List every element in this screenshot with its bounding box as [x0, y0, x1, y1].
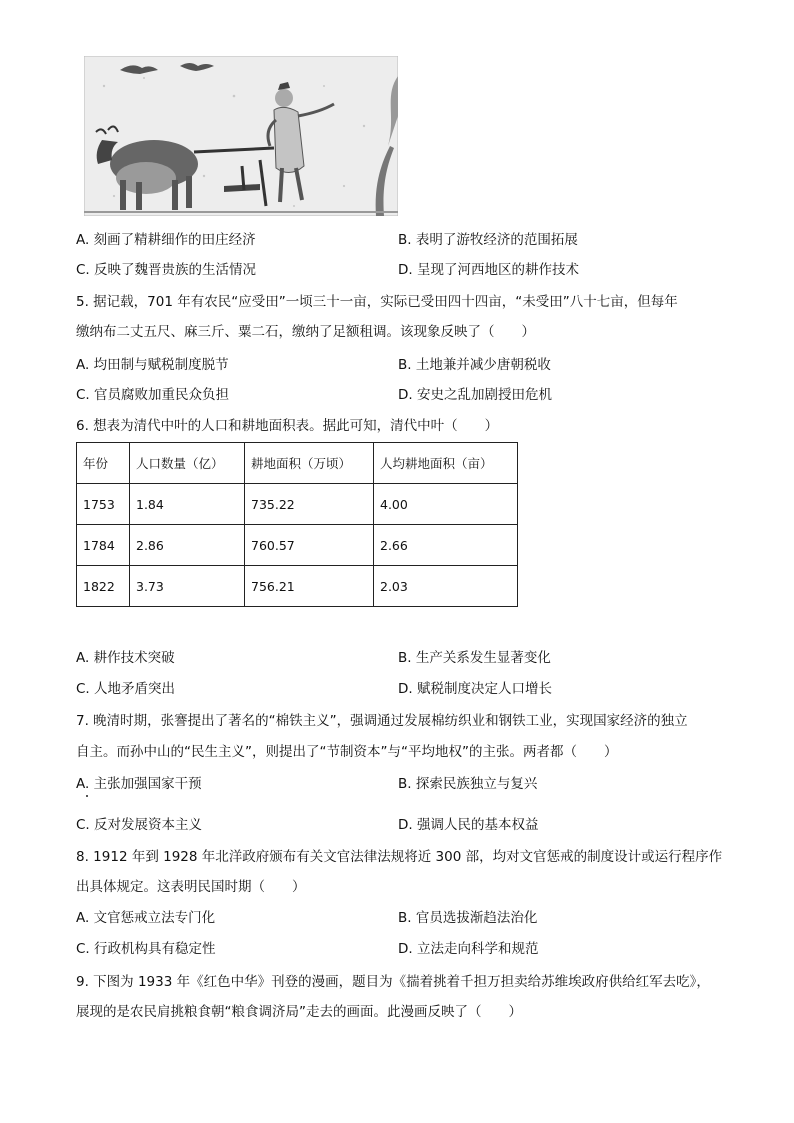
- ox-plough-mural-image: [84, 56, 398, 216]
- table-row: [77, 484, 518, 525]
- q6-option-a[interactable]: A. 耕作技术突破: [76, 650, 175, 666]
- q6-option-b[interactable]: B. 生产关系发生显著变化: [398, 650, 551, 666]
- q7-option-c[interactable]: C. 反对发展资本主义: [76, 817, 203, 833]
- q6-option-c[interactable]: C. 人地矛盾突出: [76, 681, 176, 697]
- q4-option-a[interactable]: A. 刻画了精耕细作的田庄经济: [76, 232, 256, 248]
- table-cell: 760.57: [245, 525, 374, 566]
- q5-option-a[interactable]: A. 均田制与赋税制度脱节: [76, 357, 229, 373]
- q8-option-d[interactable]: D. 立法走向科学和规范: [398, 941, 539, 957]
- table-cell: 1822: [77, 566, 130, 607]
- table-row: [77, 566, 518, 607]
- table-cell: 735.22: [245, 484, 374, 525]
- q6-stem: 6. 想表为清代中叶的人口和耕地面积表。据此可知，清代中叶（ ）: [76, 418, 499, 434]
- q5-option-b[interactable]: B. 土地兼并减少唐朝税收: [398, 357, 551, 373]
- table-row: [77, 525, 518, 566]
- table-cell: 3.73: [130, 566, 245, 607]
- q5-option-d[interactable]: D. 安史之乱加剧授田危机: [398, 387, 552, 403]
- q5-stem-line1: 5. 据记载，701 年有农民“应受田”一顷三十一亩，实际已受田四十四亩，“未受田”八十七亩，但每年: [76, 294, 678, 310]
- q4-option-d[interactable]: D. 呈现了河西地区的耕作技术: [398, 262, 579, 278]
- q8-option-a[interactable]: A. 文官惩戒立法专门化: [76, 910, 216, 926]
- table-cell: 2.03: [374, 566, 518, 607]
- q5-stem-line2: 缴纳布二丈五尺、麻三斤、粟二石，缴纳了足额租调。该现象反映了（ ）: [76, 324, 535, 340]
- table-cell: 1753: [77, 484, 130, 525]
- q5-option-c[interactable]: C. 官员腐败加重民众负担: [76, 387, 230, 403]
- table-cell: 2.66: [374, 525, 518, 566]
- table-cell: 1784: [77, 525, 130, 566]
- table-header-cell: 耕地面积（万顷）: [245, 443, 374, 484]
- table-header-cell: 人均耕地面积（亩）: [374, 443, 518, 484]
- q4-option-b[interactable]: B. 表明了游牧经济的范围拓展: [398, 232, 578, 248]
- q4-option-c[interactable]: C. 反映了魏晋贵族的生活情况: [76, 262, 257, 278]
- q8-option-b[interactable]: B. 官员选拔渐趋法治化: [398, 910, 538, 926]
- population-farmland-table: [76, 442, 518, 607]
- table-header-cell: 年份: [77, 443, 130, 484]
- table-header-cell: 人口数量（亿）: [130, 443, 245, 484]
- q6-option-d[interactable]: D. 赋税制度决定人口增长: [398, 681, 552, 697]
- q9-stem-line1: 9. 下图为 1933 年《红色中华》刊登的漫画，题目为《揣着挑着千担万担卖给苏维埃政府供给红军去吃》，: [76, 974, 710, 990]
- table-cell: 4.00: [374, 484, 518, 525]
- q7-option-a[interactable]: A. 主张加强国家干预: [76, 776, 202, 792]
- q8-stem-line2: 出具体规定。这表明民国时期（ ）: [76, 879, 306, 895]
- q7-option-b[interactable]: B. 探索民族独立与复兴: [398, 776, 538, 792]
- q7-stem-line1: 7. 晚清时期，张謇提出了著名的“棉铁主义”，强调通过发展棉纺织业和钢铁工业，实现国家经济的独立: [76, 713, 688, 729]
- table-header-row: [77, 443, 518, 484]
- q8-option-c[interactable]: C. 行政机构具有稳定性: [76, 941, 216, 957]
- table-cell: 2.86: [130, 525, 245, 566]
- table-cell: 1.84: [130, 484, 245, 525]
- q7-stem-line2: 自主。而孙中山的“民生主义”，则提出了“节制资本”与“平均地权”的主张。两者都（ ）: [76, 744, 618, 760]
- q8-stem-line1: 8. 1912 年到 1928 年北洋政府颁布有关文官法律法规将近 300 部，均对文官惩戒的制度设计或运行程序作: [76, 849, 723, 865]
- stray-dot-mark: [86, 795, 88, 797]
- table-cell: 756.21: [245, 566, 374, 607]
- q7-option-d[interactable]: D. 强调人民的基本权益: [398, 817, 539, 833]
- q9-stem-line2: 展现的是农民肩挑粮食朝“粮食调济局”走去的画面。此漫画反映了（ ）: [76, 1004, 522, 1020]
